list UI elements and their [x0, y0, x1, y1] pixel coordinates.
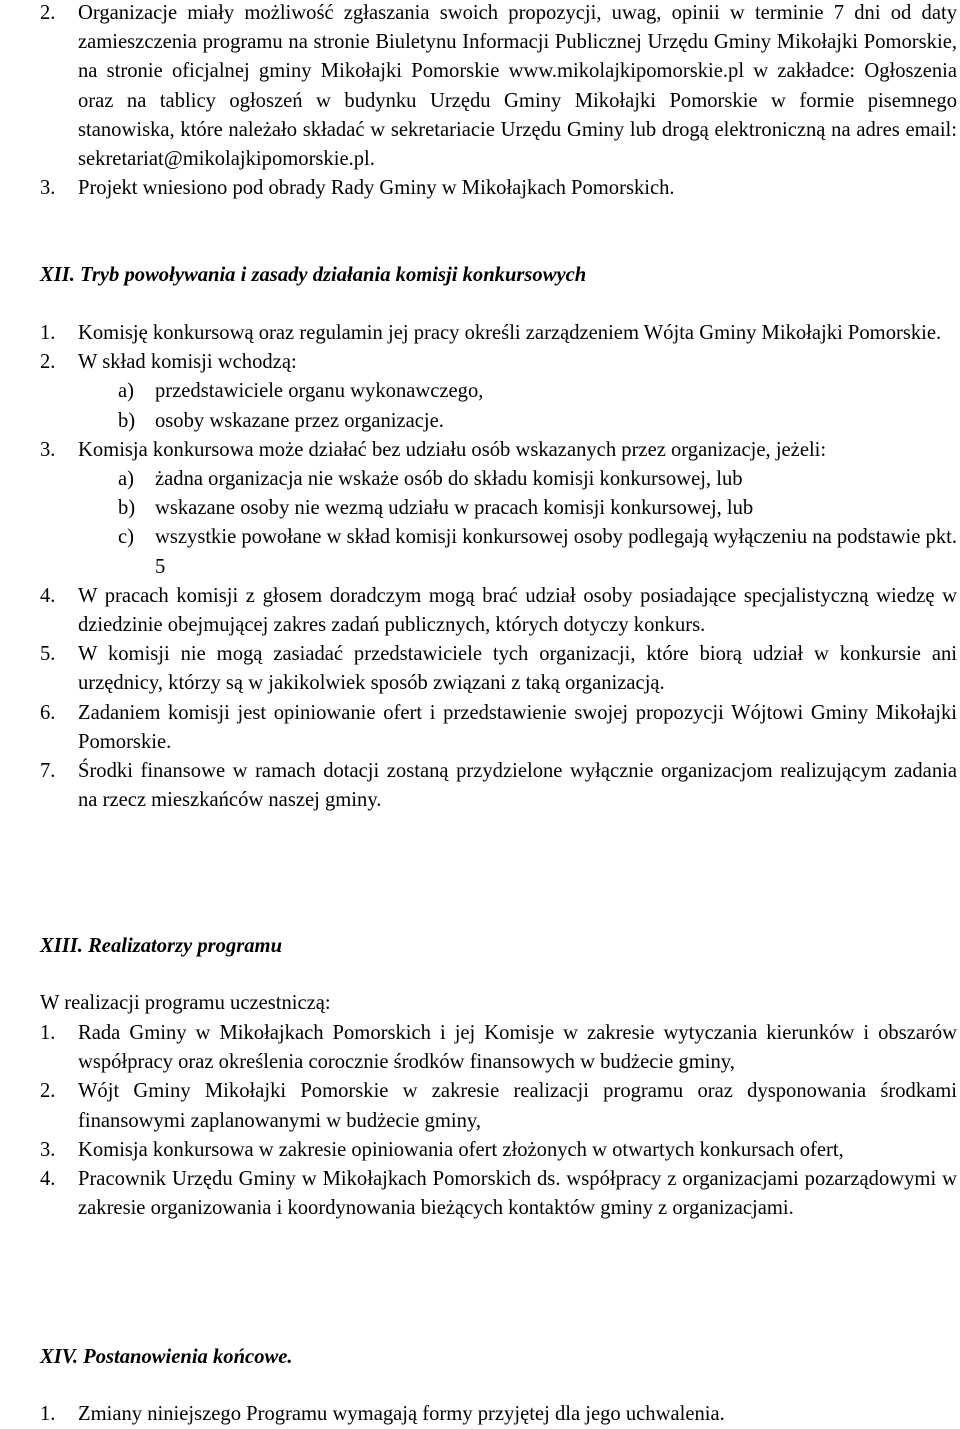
list-item	[0, 174, 960, 203]
item-number: 1.	[40, 322, 56, 344]
section-heading-xiii: XIII. Realizatorzy programu	[40, 935, 283, 957]
section-xiv-list	[0, 1400, 960, 1429]
list-item	[0, 582, 960, 640]
item-text: Wójt Gminy Mikołajki Pomorskie w zakresie realizacji programu oraz dysponowania środkami finansowymi zaplanowanymi w budżecie gminy,	[78, 1080, 957, 1132]
item-text: W komisji nie mogą zasiadać przedstawiciele tych organizacji, które biorą udział w konkursie ani urzędnicy, którzy są w jakikolwiek sposób związani z taką organizacją.	[78, 643, 957, 695]
item-text: W skład komisji wchodzą:	[78, 351, 297, 374]
section-heading-xiv: XIV. Postanowienia końcowe.	[40, 1346, 293, 1368]
list-item	[0, 436, 960, 465]
list-item	[0, 1077, 960, 1135]
sub-item	[0, 377, 960, 406]
section-heading-xii: XII. Tryb powoływania i zasady działania komisji konkursowych	[40, 264, 587, 286]
section-xi-list	[0, 0, 960, 203]
sub-item	[0, 465, 960, 494]
sub-item-text: wskazane osoby nie wezmą udziału w pracach komisji konkursowej, lub	[155, 497, 754, 520]
list-item	[0, 640, 960, 698]
item-text: Środki finansowe w ramach dotacji zostaną przydzielone wyłącznie organizacjom realizującym zadania na rzecz mieszkańców naszej gminy.	[78, 760, 957, 812]
item-text: W pracach komisji z głosem doradczym mogą brać udział osoby posiadające specjalistyczną wiedzę w dziedzinie obejmującej zakres zadań publicznych, których dotyczy konkurs.	[78, 584, 957, 637]
sub-item-letter: a)	[118, 380, 134, 403]
sub-item-letter: c)	[118, 526, 134, 549]
sub-item	[0, 407, 960, 436]
item-number: 2.	[40, 351, 56, 374]
section-xii-list	[0, 319, 960, 815]
sub-item-text: żadna organizacja nie wskaże osób do składu komisji konkursowej, lub	[155, 468, 743, 491]
list-item	[0, 757, 960, 815]
item-number: 3.	[40, 177, 56, 200]
sub-item-text: przedstawiciele organu wykonawczego,	[155, 380, 484, 403]
sub-item-letter: a)	[118, 468, 134, 491]
list-item	[0, 1165, 960, 1223]
section-intro: W realizacji programu uczestniczą:	[40, 992, 331, 1014]
item-number: 5.	[40, 643, 56, 666]
item-text: Komisja konkursowa w zakresie opiniowania ofert złożonych w otwartych konkursach ofert,	[78, 1138, 844, 1161]
item-number: 2.	[40, 2, 56, 24]
item-text: Organizacje miały możliwość zgłaszania swoich propozycji, uwag, opinii w terminie 7 dni od daty zamieszczenia programu na stronie Biuletynu Informacji Publicznej Urzędu Gminy Mikołajki Pomorskie, na stronie oficjalnej gminy Mikołajki Pomorskie www.mikolajkipomorskie.pl w zakładce: Ogłoszenia oraz na tablicy ogłoszeń w budynku Urzędu Gminy Mikołajki Pomorskie w formie pisemnego stanowiska, które należało składać w sekretariacie Urzędu Gminy lub drogą elektroniczną na adres email: sekretariat@mikolajkipomorskie.pl.	[78, 2, 957, 171]
item-number: 6.	[40, 701, 56, 724]
item-number: 1.	[40, 1403, 56, 1425]
item-number: 4.	[40, 584, 56, 607]
list-item	[0, 348, 960, 377]
list-item	[0, 699, 960, 757]
list-item	[0, 1136, 960, 1165]
item-number: 3.	[40, 1138, 56, 1161]
sub-item-letter: b)	[118, 497, 136, 520]
item-number: 3.	[40, 438, 56, 461]
list-item	[0, 1400, 960, 1429]
section-xiii-list	[0, 1019, 960, 1223]
item-text: Komisję konkursową oraz regulamin jej pracy określi zarządzeniem Wójta Gminy Mikołajki Pomorskie.	[78, 322, 942, 344]
item-text: Zmiany niniejszego Programu wymagają formy przyjętej dla jego uchwalenia.	[78, 1403, 725, 1425]
list-item	[0, 1019, 960, 1077]
sub-item-text: osoby wskazane przez organizacje.	[155, 409, 444, 432]
item-number: 4.	[40, 1168, 56, 1191]
item-number: 7.	[40, 760, 56, 783]
item-text: Rada Gminy w Mikołajkach Pomorskich i jej Komisje w zakresie wytyczania kierunków i obszarów współpracy oraz określenia corocznie środków finansowych w budżecie gminy,	[78, 1022, 957, 1074]
sub-item-letter: b)	[118, 409, 136, 432]
item-text: Zadaniem komisji jest opiniowanie ofert i przedstawienie swojej propozycji Wójtowi Gminy Mikołajki Pomorskie.	[78, 701, 957, 753]
sub-item	[0, 494, 960, 523]
list-item	[0, 319, 960, 348]
item-text: Pracownik Urzędu Gminy w Mikołajkach Pomorskich ds. współpracy z organizacjami pozarządowymi w zakresie organizowania i koordynowania bieżących kontaktów gminy z organizacjami.	[78, 1168, 957, 1220]
item-number: 1.	[40, 1022, 56, 1044]
list-item	[0, 0, 960, 174]
item-text: Komisja konkursowa może działać bez udziału osób wskazanych przez organizacje, jeżeli:	[78, 438, 827, 461]
sub-item	[0, 523, 960, 581]
item-text: Projekt wniesiono pod obrady Rady Gminy w Mikołajkach Pomorskich.	[78, 177, 675, 200]
item-number: 2.	[40, 1080, 56, 1103]
sub-item-text: wszystkie powołane w skład komisji konkursowej osoby podlegają wyłączeniu na podstawie pkt. 5	[155, 526, 957, 578]
